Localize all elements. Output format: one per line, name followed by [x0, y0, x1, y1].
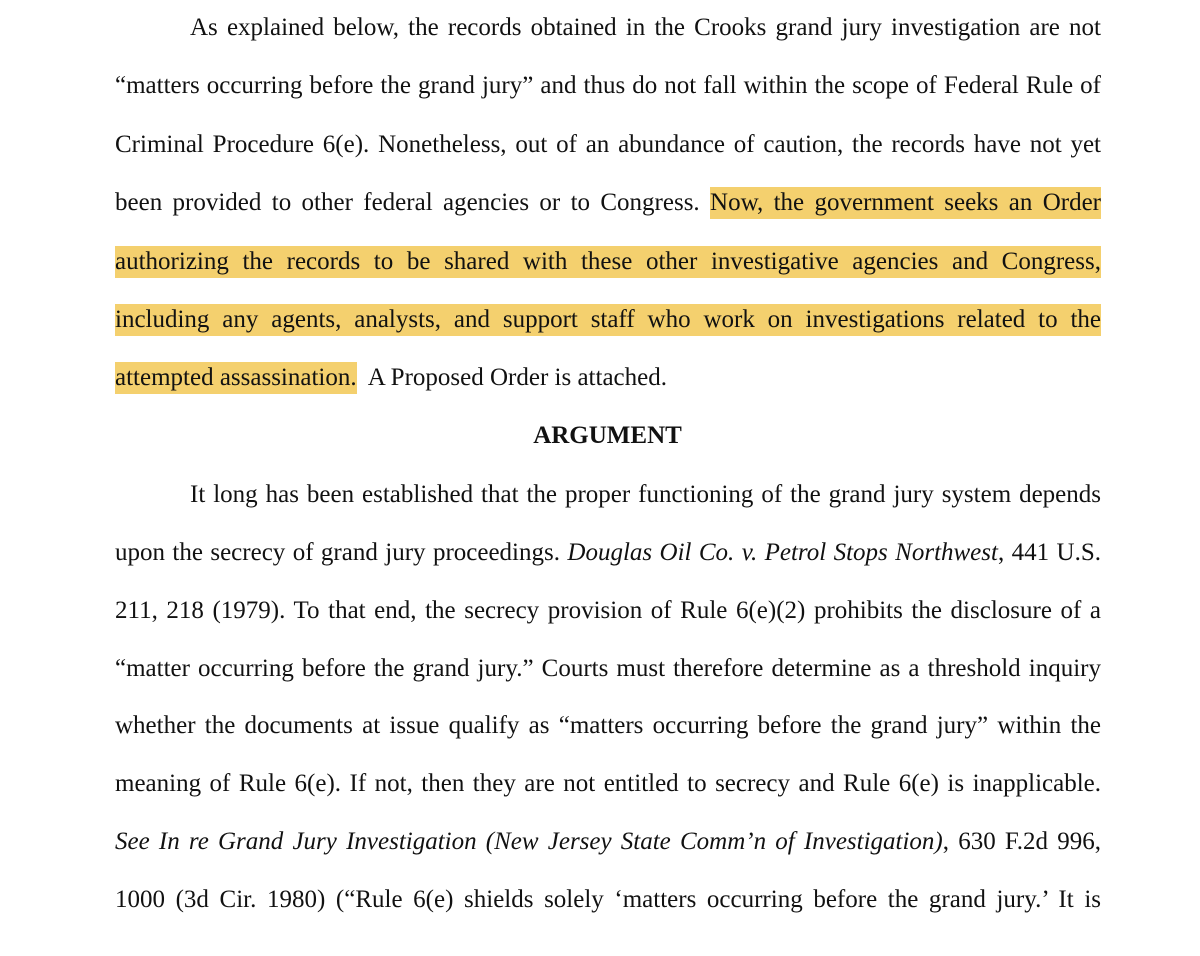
paragraph-1-line-1: As explained below, the records obtained in the Crooks grand jury investigation are not: [190, 14, 1101, 41]
paragraph-2-line-2: [115, 535, 1101, 571]
paragraph-1-line-5: [115, 244, 1101, 280]
highlighted-text: attempted assassination.: [115, 362, 357, 394]
plain-text: upon the secrecy of grand jury proceedings.: [115, 539, 568, 566]
plain-text: been provided to other federal agencies or to Congress.: [115, 189, 711, 216]
paragraph-1-line-7: [115, 360, 1101, 396]
paragraph-1-line-4: [115, 185, 1101, 221]
highlighted-text: authorizing the records to be shared with these other investigative agencies and Congress,: [115, 246, 1101, 278]
paragraph-1-line-6: [115, 302, 1101, 338]
case-citation: Douglas Oil Co. v. Petrol Stops Northwest: [567, 539, 998, 566]
paragraph-2-line-3: 211, 218 (1979). To that end, the secrecy provision of Rule 6(e)(2) prohibits the disclosure of a: [115, 597, 1101, 624]
paragraph-2-line-4: “matter occurring before the grand jury.” Courts must therefore determine as a threshold inquiry: [115, 655, 1101, 682]
paragraph-2-line-1: It long has been established that the proper functioning of the grand jury system depends: [190, 481, 1101, 508]
plain-text: , 441 U.S.: [997, 539, 1101, 566]
paragraph-1-line-2: “matters occurring before the grand jury” and thus do not fall within the scope of Federal Rule of: [115, 72, 1101, 99]
highlighted-text: including any agents, analysts, and support staff who work on investigations related to the: [115, 304, 1101, 336]
paragraph-2-line-7: [115, 824, 1101, 860]
plain-text: A Proposed Order is attached.: [356, 364, 667, 391]
paragraph-1-line-3: Criminal Procedure 6(e). Nonetheless, out of an abundance of caution, the records have not yet: [115, 131, 1101, 158]
case-citation: See In re Grand Jury Investigation (New Jersey State Comm’n of Investigation): [115, 828, 943, 855]
paragraph-2-line-6: meaning of Rule 6(e). If not, then they are not entitled to secrecy and Rule 6(e) is inapplicable.: [115, 770, 1101, 797]
plain-text: , 630 F.2d 996,: [942, 828, 1101, 855]
section-heading: ARGUMENT: [533, 422, 682, 449]
highlighted-text: Now, the government seeks an Order: [710, 187, 1101, 219]
paragraph-2-line-5: whether the documents at issue qualify as “matters occurring before the grand jury” within the: [115, 712, 1101, 739]
paragraph-2-line-8: 1000 (3d Cir. 1980) (“Rule 6(e) shields solely ‘matters occurring before the grand jury.’ It is: [115, 886, 1101, 913]
